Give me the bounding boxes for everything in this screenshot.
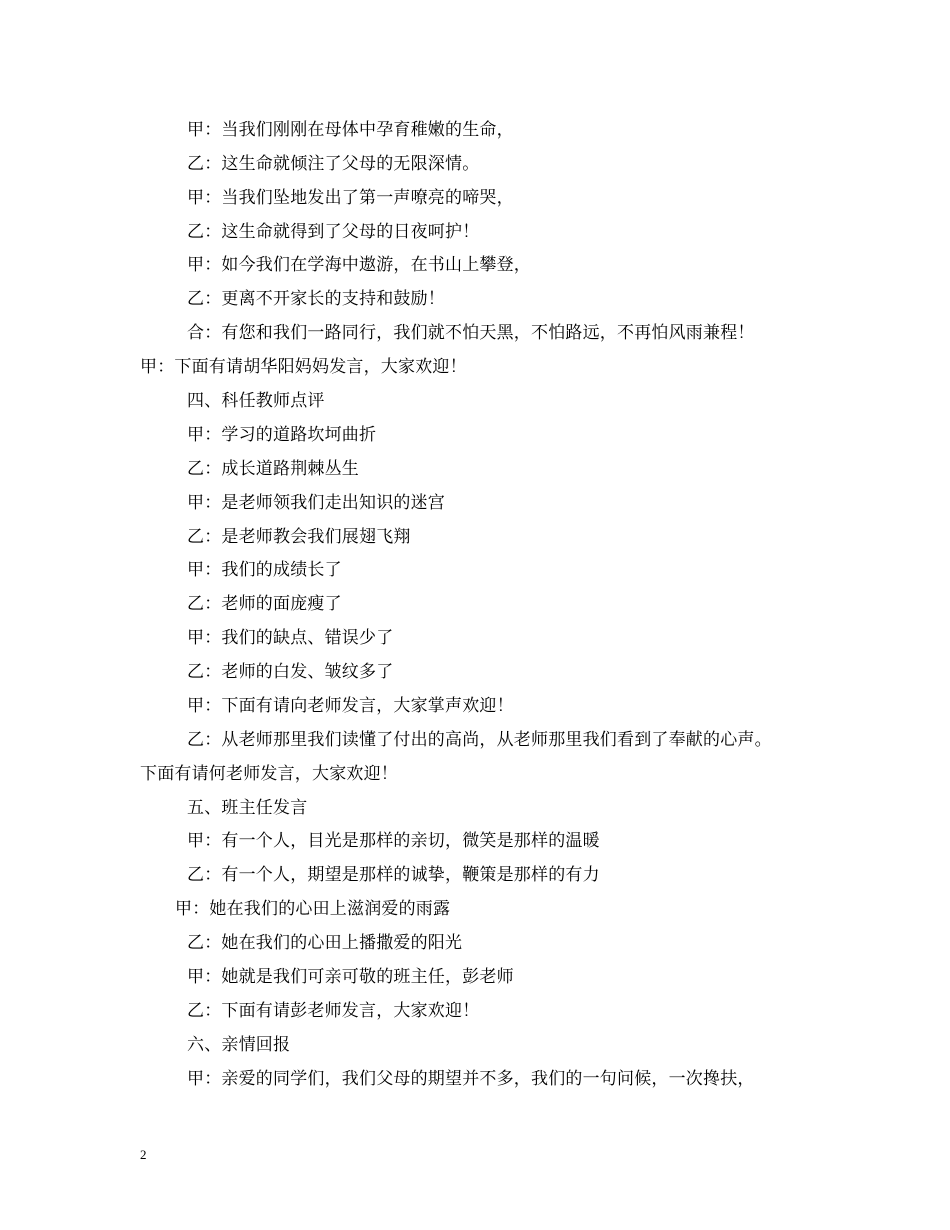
text-line: 乙：是老师教会我们展翅飞翔 <box>187 527 411 547</box>
text-line: 甲：我们的成绩长了 <box>187 560 342 580</box>
text-line: 乙：更离不开家长的支持和鼓励！ <box>187 289 445 309</box>
text-line: 甲：她在我们的心田上滋润爱的雨露 <box>175 899 451 919</box>
text-line: 甲：如今我们在学海中遨游，在书山上攀登， <box>187 255 531 275</box>
text-line: 乙：老师的白发、皱纹多了 <box>187 662 394 682</box>
text-line: 乙：这生命就得到了父母的日夜呵护！ <box>187 222 480 242</box>
text-line: 乙：这生命就倾注了父母的无限深情。 <box>187 154 480 174</box>
section-heading: 五、班主任发言 <box>187 798 308 818</box>
text-line: 乙：有一个人，期望是那样的诚挚，鞭策是那样的有力 <box>187 865 600 885</box>
page-number: 2 <box>140 1147 147 1162</box>
text-line: 甲：我们的缺点、错误少了 <box>187 628 394 648</box>
section-heading: 四、科任教师点评 <box>187 391 325 411</box>
text-line: 甲：她就是我们可亲可敬的班主任，彭老师 <box>187 967 514 987</box>
text-line: 下面有请何老师发言，大家欢迎！ <box>140 764 398 784</box>
text-line: 甲：下面有请向老师发言，大家掌声欢迎！ <box>187 696 514 716</box>
text-line: 甲：当我们坠地发出了第一声嘹亮的啼哭， <box>187 188 514 208</box>
text-line: 合：有您和我们一路同行，我们就不怕天黑，不怕路远，不再怕风雨兼程！ <box>187 323 755 343</box>
text-line: 乙：她在我们的心田上播撒爱的阳光 <box>187 933 463 953</box>
section-heading: 六、亲情回报 <box>187 1035 291 1055</box>
text-line: 甲：下面有请胡华阳妈妈发言，大家欢迎！ <box>140 357 467 377</box>
text-line: 乙：成长道路荆棘丛生 <box>187 459 359 479</box>
text-line: 甲：有一个人，目光是那样的亲切，微笑是那样的温暖 <box>187 831 600 851</box>
text-line: 甲：是老师领我们走出知识的迷宫 <box>187 493 445 513</box>
text-line: 乙：下面有请彭老师发言，大家欢迎！ <box>187 1001 480 1021</box>
text-line: 乙：老师的面庞瘦了 <box>187 594 342 614</box>
text-line: 甲：学习的道路坎坷曲折 <box>187 425 377 445</box>
text-line: 乙：从老师那里我们读懂了付出的高尚，从老师那里我们看到了奉献的心声。 <box>187 730 772 750</box>
text-line: 甲：亲爱的同学们，我们父母的期望并不多，我们的一句问候，一次搀扶， <box>187 1069 755 1089</box>
text-line: 甲：当我们刚刚在母体中孕育稚嫩的生命， <box>187 120 514 140</box>
